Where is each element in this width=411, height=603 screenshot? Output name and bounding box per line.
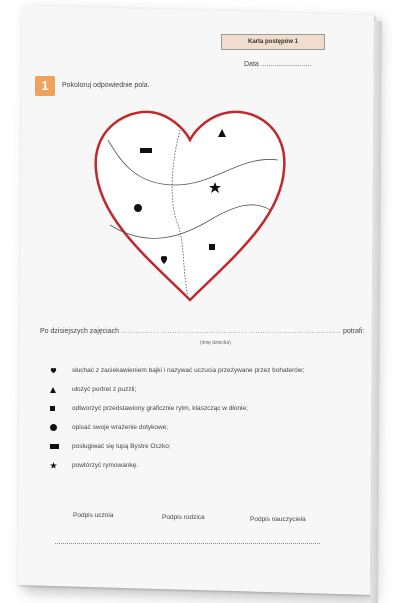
date-label: Data <box>244 61 259 68</box>
list-item <box>50 437 350 456</box>
star-icon <box>50 462 72 469</box>
skill-text: słuchać z zaciekawieniem bajki i nazywać uczucia przeżywane przez bohaterów; <box>72 367 305 374</box>
skills-list <box>50 361 350 475</box>
list-item <box>50 399 350 418</box>
skill-text: odtworzyć przedstawiony graficznie rytm, klaszcząc w dłonie; <box>72 405 248 412</box>
rectangle-symbol <box>140 148 152 153</box>
date-dots: .......................... <box>260 61 312 68</box>
list-item <box>50 456 350 475</box>
rectangle-icon <box>50 444 72 449</box>
heart-diagram <box>90 100 290 305</box>
list-item <box>50 361 350 380</box>
date-field <box>244 61 311 68</box>
circle-symbol <box>134 204 142 212</box>
summary-prefix: Po dzisiejszych zajęciach <box>40 328 119 335</box>
name-dotted-line: .......................................................................................... <box>120 328 341 335</box>
square-icon <box>50 406 72 411</box>
square-symbol <box>209 244 215 250</box>
list-item <box>50 418 350 437</box>
task-number-badge: 1 <box>35 76 55 96</box>
summary-sentence <box>40 328 364 335</box>
signature-dotted-line <box>55 543 320 544</box>
triangle-icon <box>50 387 72 393</box>
skill-text: powtórzyć rymowankę. <box>72 462 139 469</box>
teacher-signature-label: Podpis nauczyciela <box>250 516 306 523</box>
page-edge <box>370 21 382 603</box>
name-caption: (imię dziecka) <box>200 340 231 346</box>
card-title-box: Karta postępów 1 <box>221 34 325 50</box>
circle-icon <box>50 424 72 431</box>
heart-icon <box>50 367 72 374</box>
skill-text: opisać swoje wrażenie dotykowe; <box>72 424 169 431</box>
skill-text: ułożyć portret z puzzli; <box>72 386 137 393</box>
parent-signature-label: Podpis rodzica <box>162 514 205 521</box>
list-item <box>50 380 350 399</box>
skill-text: posługiwać się lupą Bystre Oczko; <box>72 443 171 450</box>
student-signature-label: Podpis ucznia <box>73 512 114 519</box>
heart-outline <box>96 112 285 300</box>
task-instruction: Pokoloruj odpowiednie pola. <box>62 82 150 89</box>
summary-suffix: potrafi: <box>342 328 365 335</box>
